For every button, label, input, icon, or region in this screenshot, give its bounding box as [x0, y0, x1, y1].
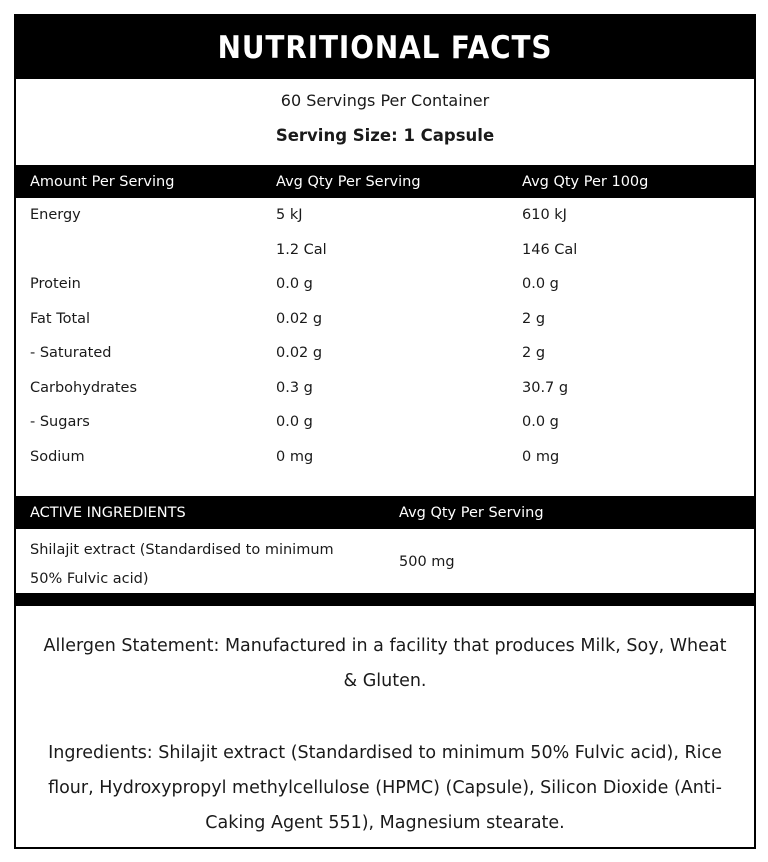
active-ingredient-name — [30, 536, 370, 594]
title-bar — [16, 16, 754, 79]
ingredients-line1: Ingredients: Shilajit extract (Standardised to minimum 50% Fulvic acid), Rice — [48, 743, 722, 763]
panel-title: NUTRITIONAL FACTS — [217, 29, 553, 66]
allergen-line2: & Gluten. — [343, 671, 427, 691]
header-per-serving: Avg Qty Per Serving — [276, 174, 421, 190]
per-serving-value: 0.0 g — [276, 414, 313, 430]
allergen-line1: Allergen Statement: Manufactured in a facility that produces Milk, Soy, Wheat — [43, 636, 727, 656]
serving-size: Serving Size: 1 Capsule — [275, 126, 495, 145]
nutrient-name: Energy — [30, 207, 81, 223]
active-ingredients-header — [16, 496, 754, 529]
ingredients-statement — [16, 736, 754, 841]
table-row — [16, 449, 754, 483]
header-per-100g: Avg Qty Per 100g — [522, 174, 649, 190]
ingredients-line3: Caking Agent 551), Magnesium stearate. — [205, 813, 565, 833]
nutrient-name: Carbohydrates — [30, 380, 138, 396]
table-row — [16, 380, 754, 414]
header-amount: Amount Per Serving — [30, 174, 175, 190]
table-row — [16, 311, 754, 345]
header-active-ingredients: ACTIVE INGREDIENTS — [30, 505, 186, 521]
nutrient-name: Protein — [30, 276, 81, 292]
per-100g-value: 0 mg — [522, 449, 560, 465]
per-serving-value: 0.02 g — [276, 345, 323, 361]
per-100g-value: 146 Cal — [522, 242, 578, 258]
allergen-statement — [16, 629, 754, 699]
table-row — [16, 345, 754, 379]
nutrient-name: Fat Total — [30, 311, 91, 327]
active-ingredient-value: 500 mg — [399, 554, 455, 570]
per-serving-value: 0 mg — [276, 449, 314, 465]
table-row — [16, 207, 754, 241]
servings-per-container: 60 Servings Per Container — [280, 91, 490, 110]
nutrient-name: - Saturated — [30, 345, 112, 361]
per-serving-value: 1.2 Cal — [276, 242, 327, 258]
per-100g-value: 0.0 g — [522, 414, 559, 430]
nutrient-name: - Sugars — [30, 414, 90, 430]
active-ingredient-name-line2: 50% Fulvic acid) — [30, 571, 149, 587]
table-row — [16, 414, 754, 448]
nutrient-name: Sodium — [30, 449, 85, 465]
table-row — [16, 276, 754, 310]
ingredients-line2: flour, Hydroxypropyl methylcellulose (HPMC) (Capsule), Silicon Dioxide (Anti- — [48, 778, 722, 798]
active-ingredient-name-line1: Shilajit extract (Standardised to minimum — [30, 542, 334, 558]
per-serving-value: 0.0 g — [276, 276, 313, 292]
per-100g-value: 30.7 g — [522, 380, 569, 396]
nutrition-panel — [14, 14, 756, 849]
per-100g-value: 610 kJ — [522, 207, 567, 223]
per-100g-value: 2 g — [522, 311, 546, 327]
table-row — [16, 242, 754, 276]
per-serving-value: 0.02 g — [276, 311, 323, 327]
per-100g-value: 0.0 g — [522, 276, 559, 292]
header-active-per-serving: Avg Qty Per Serving — [399, 505, 544, 521]
nutrition-table-header — [16, 165, 754, 198]
per-serving-value: 0.3 g — [276, 380, 313, 396]
per-serving-value: 5 kJ — [276, 207, 303, 223]
section-divider — [16, 593, 754, 606]
per-100g-value: 2 g — [522, 345, 546, 361]
